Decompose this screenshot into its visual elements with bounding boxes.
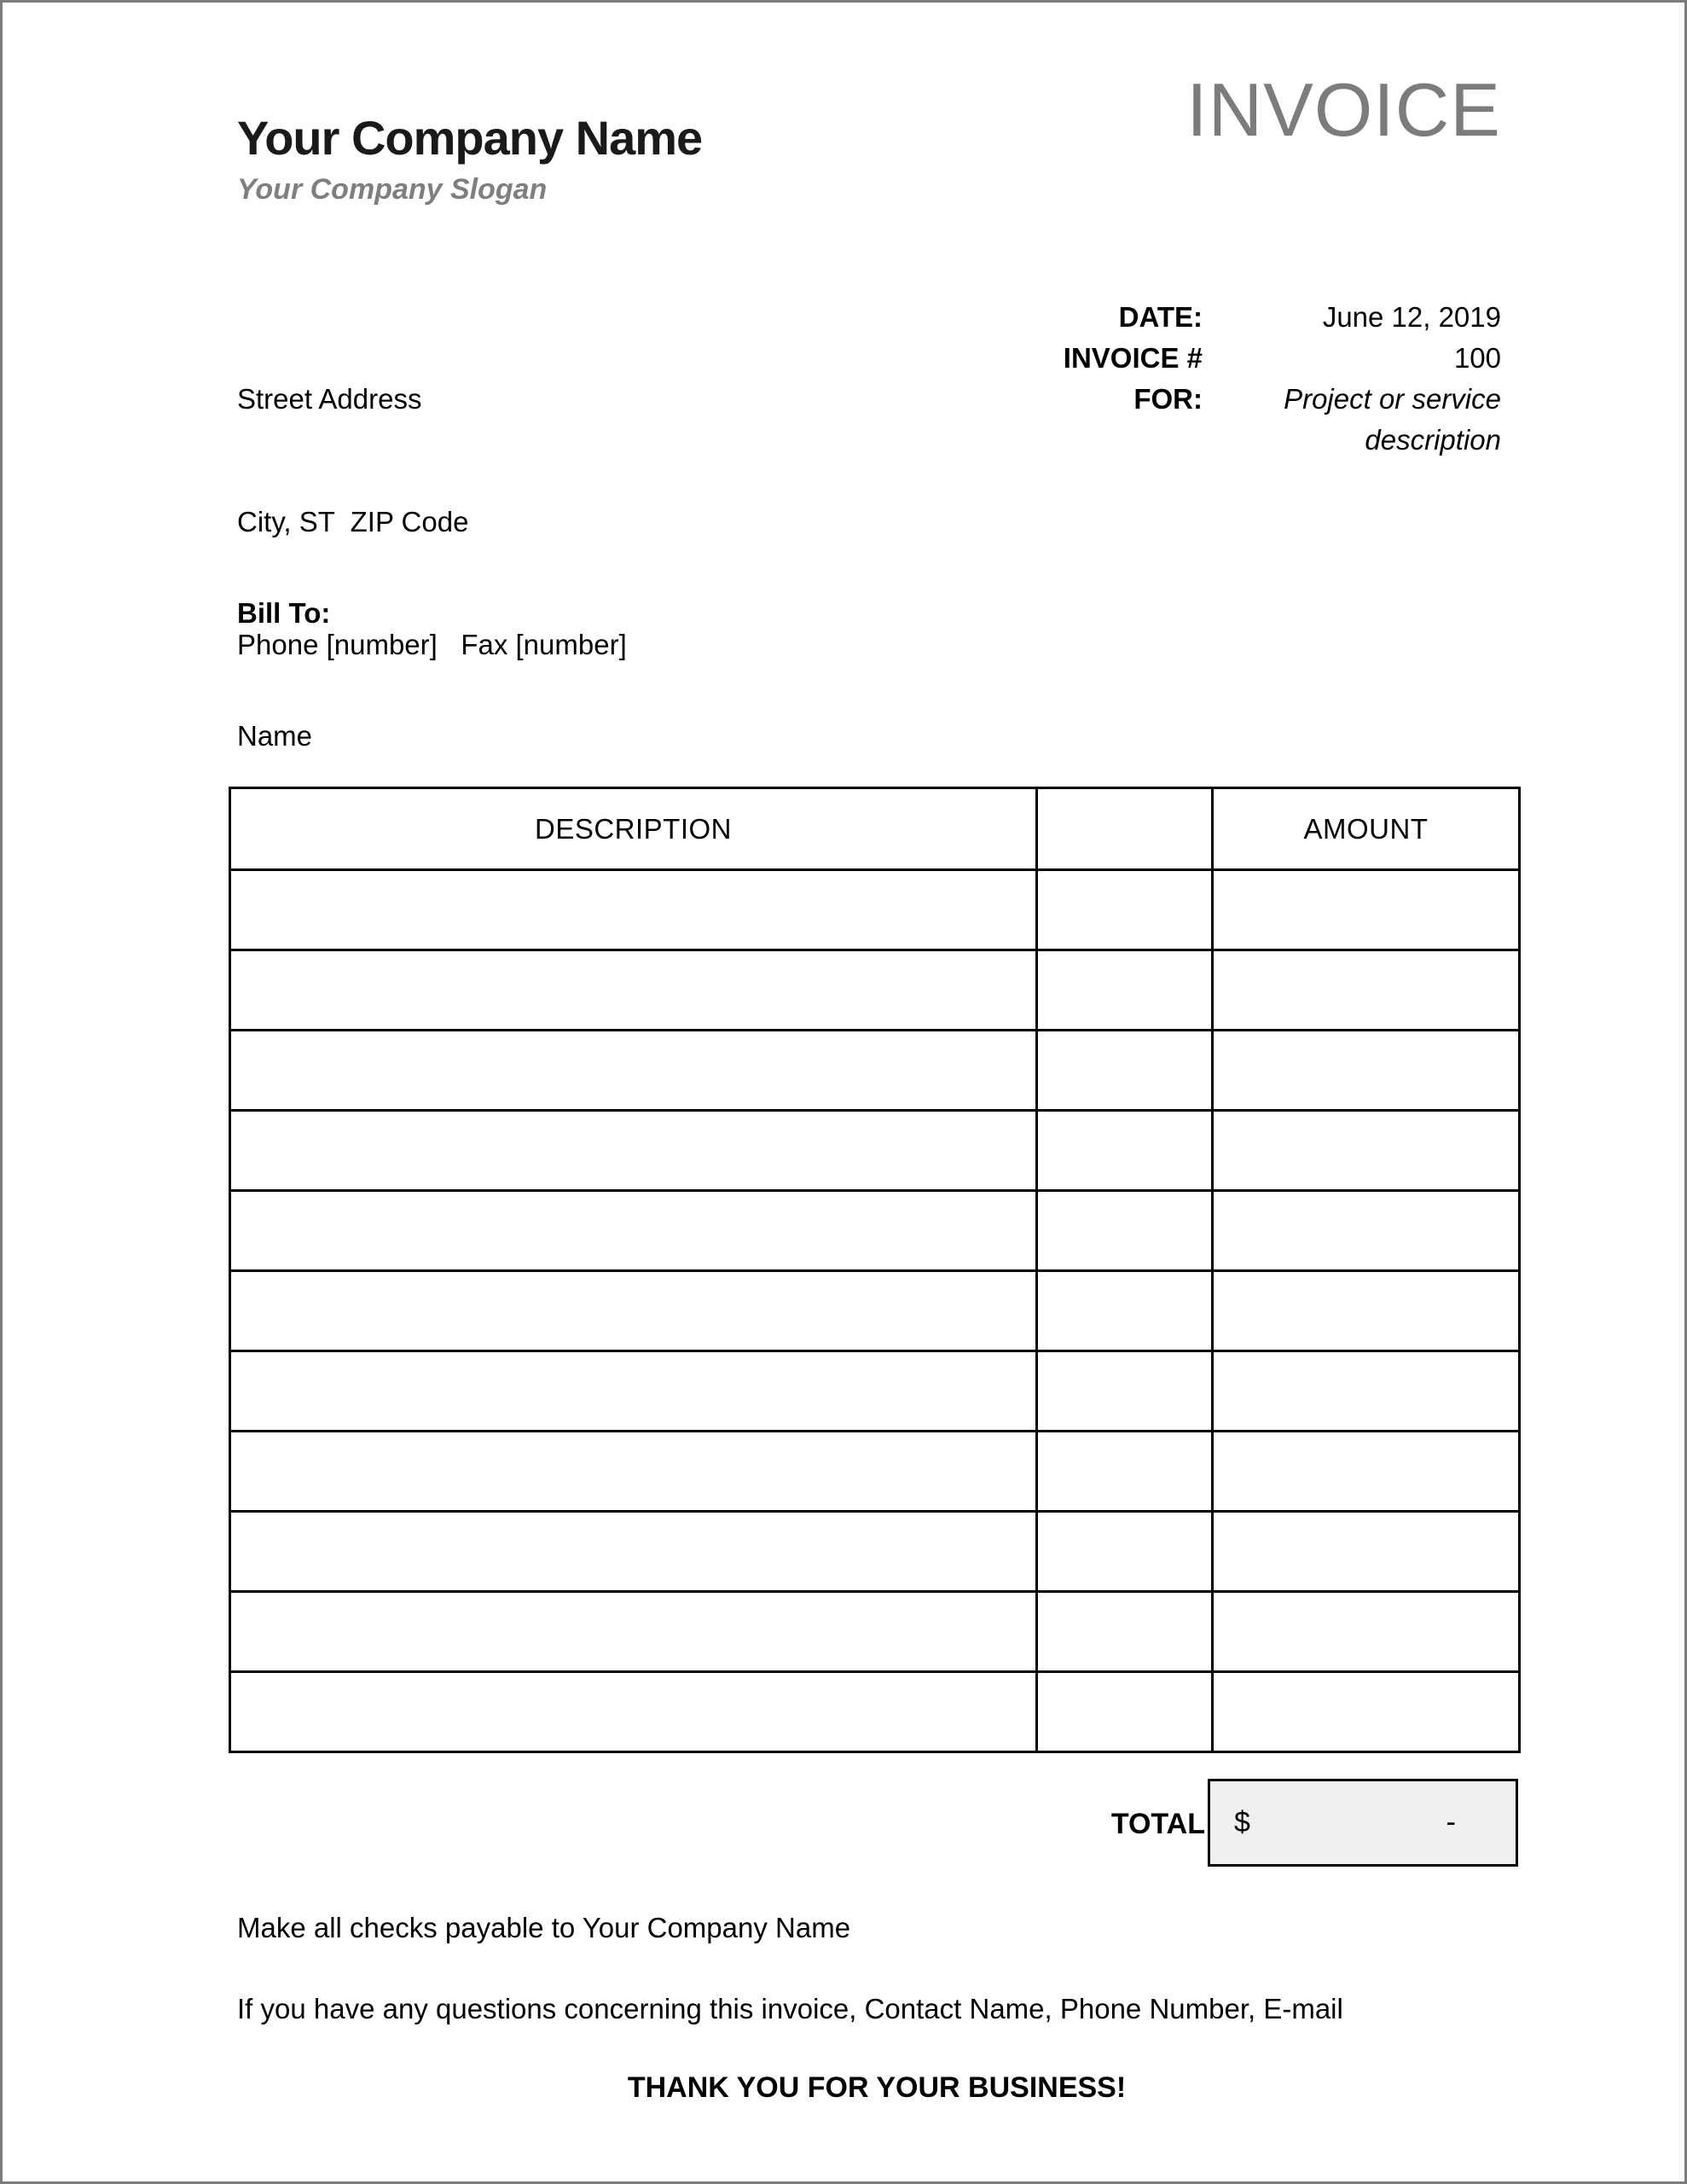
table-cell (1213, 1111, 1520, 1191)
table-cell (1037, 1111, 1213, 1191)
table-cell (230, 1432, 1037, 1512)
table-cell (230, 1111, 1037, 1191)
table-cell (1213, 1031, 1520, 1111)
table-cell (1037, 1432, 1213, 1512)
table-cell (1213, 1271, 1520, 1351)
table-cell (1213, 870, 1520, 950)
table-row (230, 1672, 1520, 1752)
for-label: FOR: (1133, 383, 1203, 415)
table-row (230, 1592, 1520, 1672)
checks-payable-note: Make all checks payable to Your Company Name (237, 1912, 851, 1943)
table-cell (1213, 1592, 1520, 1672)
table-cell (1037, 1271, 1213, 1351)
table-cell (1037, 1191, 1213, 1271)
thank-you-note: THANK YOU FOR YOUR BUSINESS! (627, 2071, 1127, 2104)
table-row (230, 1351, 1520, 1432)
table-cell (1037, 1351, 1213, 1432)
date-label: DATE: (1118, 301, 1203, 333)
invoice-table (229, 787, 1521, 1753)
invoice-number-label: INVOICE # (1063, 342, 1203, 374)
column-header-amount: AMOUNT (1213, 788, 1520, 870)
table-row (230, 1031, 1520, 1111)
table-cell (1037, 1672, 1213, 1752)
date-value: June 12, 2019 (1322, 301, 1501, 333)
invoice-title: INVOICE (1186, 67, 1501, 152)
table-cell (1037, 950, 1213, 1031)
table-cell (230, 1592, 1037, 1672)
column-header-middle (1037, 788, 1213, 870)
total-amount: - (1446, 1806, 1456, 1838)
table-cell (230, 950, 1037, 1031)
total-label: TOTAL (1110, 1808, 1205, 1840)
table-cell (1037, 870, 1213, 950)
table-cell (230, 1031, 1037, 1111)
table-cell (1213, 1191, 1520, 1271)
table-cell (230, 1271, 1037, 1351)
table-cell (230, 1672, 1037, 1752)
table-cell (230, 1191, 1037, 1271)
table-cell (1213, 1351, 1520, 1432)
questions-note: If you have any questions concerning this invoice, Contact Name, Phone Number, E-mail (237, 1993, 1343, 2024)
table-header-row (230, 788, 1520, 870)
table-row (230, 1512, 1520, 1592)
table-row (230, 1191, 1520, 1271)
bill-to-name: Name (237, 720, 313, 752)
table-cell (1037, 1512, 1213, 1592)
company-name: Your Company Name (237, 111, 703, 165)
meta-row-for (964, 379, 1501, 461)
invoice-table-body (230, 870, 1520, 1752)
for-value: Project or service description (1284, 383, 1501, 456)
invoice-number-value: 100 (1453, 342, 1501, 374)
table-cell (230, 1351, 1037, 1432)
table-row (230, 1271, 1520, 1351)
meta-row-invoice-number (964, 338, 1501, 379)
table-row (230, 950, 1520, 1031)
company-slogan: Your Company Slogan (237, 172, 548, 206)
total-cell (1208, 1779, 1518, 1867)
table-cell (1037, 1031, 1213, 1111)
table-cell (1213, 1432, 1520, 1512)
table-row (230, 1111, 1520, 1191)
invoice-meta-block (964, 297, 1501, 461)
column-header-description: DESCRIPTION (230, 788, 1037, 870)
table-row (230, 1432, 1520, 1512)
table-cell (1213, 950, 1520, 1031)
company-city-state-zip: City, ST ZIP Code (237, 506, 469, 537)
bill-to-heading: Bill To: (237, 597, 331, 629)
meta-row-date (964, 297, 1501, 338)
table-row (230, 870, 1520, 950)
company-street-address: Street Address (237, 383, 422, 415)
company-header (237, 112, 702, 206)
table-cell (230, 870, 1037, 950)
total-currency-symbol: $ (1234, 1806, 1250, 1838)
table-cell (1037, 1592, 1213, 1672)
table-cell (1213, 1672, 1520, 1752)
table-cell (1213, 1512, 1520, 1592)
table-cell (230, 1512, 1037, 1592)
company-phone-fax: Phone [number] Fax [number] (237, 629, 627, 660)
